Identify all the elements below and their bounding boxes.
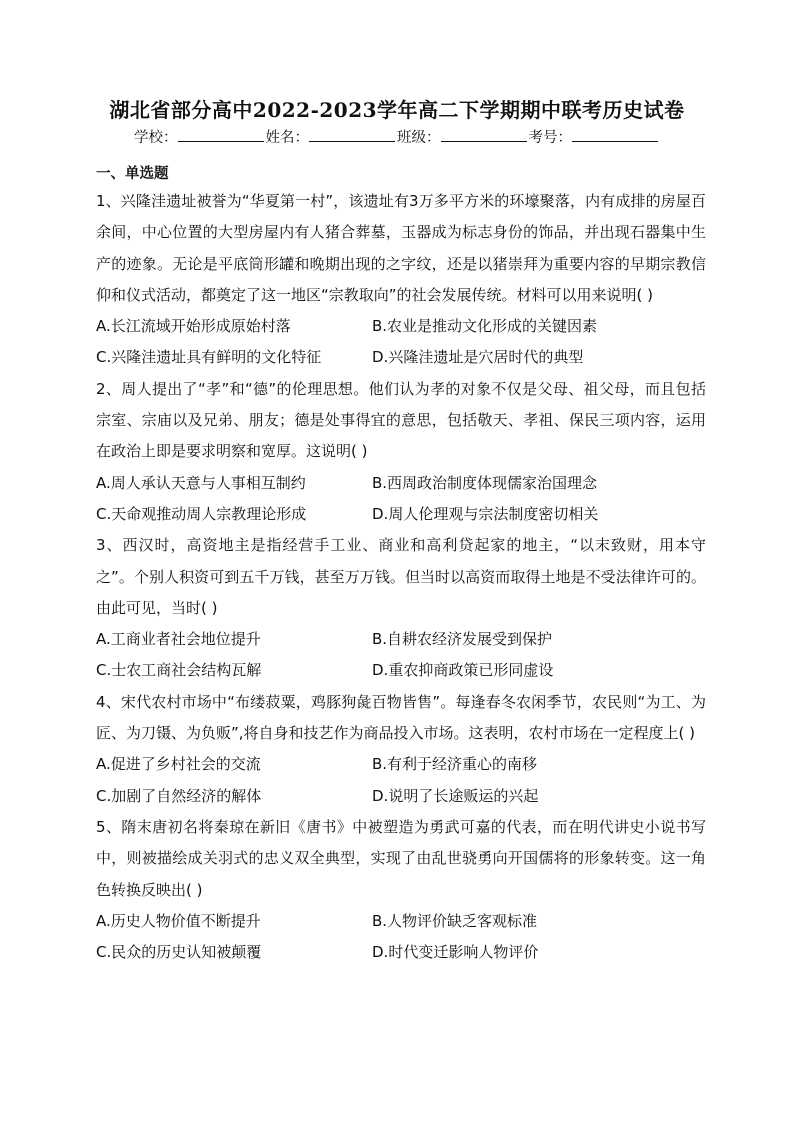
question xyxy=(96,812,706,968)
question xyxy=(96,186,706,374)
option-group xyxy=(96,311,706,374)
name-blank[interactable] xyxy=(309,127,395,142)
question-stem: 1、兴隆洼遗址被誉为“华夏第一村”，该遗址有3万多平方米的环壕聚落，内有成排的房屋百余间，中心位置的大型房屋内有人猪合葬墓，玉器成为标志身份的饰品，并出现石器集中生产的迹象。无论是平底筒形罐和晚期出现的之字纹，还是以猪崇拜为重要内容的早期宗教信仰和仪式活动，都奠定了这一地区“宗教取向”的社会发展传统。材料可以用来说明( ) xyxy=(96,192,706,304)
option-d[interactable]: D.重农抑商政策已形同虚设 xyxy=(372,661,554,680)
school-field xyxy=(134,126,266,147)
option-b[interactable]: B.有利于经济重心的南移 xyxy=(372,755,538,774)
page-title: 湖北省部分高中2022-2023学年高二下学期期中联考历史试卷 xyxy=(109,98,685,122)
option-b[interactable]: B.人物评价缺乏客观标准 xyxy=(372,911,538,930)
option-d[interactable]: D.时代变迁影响人物评价 xyxy=(372,943,539,962)
question-list xyxy=(96,186,706,968)
option-a[interactable]: A.工商业者社会地位提升 xyxy=(96,630,261,649)
class-blank[interactable] xyxy=(441,127,527,142)
class-field xyxy=(397,126,529,147)
exam-no-field xyxy=(529,126,661,147)
exam-no-blank[interactable] xyxy=(572,127,658,142)
option-c[interactable]: C.士农工商社会结构瓦解 xyxy=(96,661,262,680)
question xyxy=(96,374,706,530)
option-c[interactable]: C.加剧了自然经济的解体 xyxy=(96,786,262,805)
option-a[interactable]: A.历史人物价值不断提升 xyxy=(96,911,261,930)
question xyxy=(96,530,706,686)
option-d[interactable]: D.周人伦理观与宗法制度密切相关 xyxy=(372,504,599,523)
question-stem: 2、周人提出了“孝”和“德”的伦理思想。他们认为孝的对象不仅是父母、祖父母，而且包括宗室、宗庙以及兄弟、朋友；德是处事得宜的意思，包括敬天、孝祖、保民三项内容，运用在政治上即是要求明察和宽厚。这说明( ) xyxy=(96,379,706,461)
student-info-row xyxy=(0,126,794,147)
option-d[interactable]: D.兴隆洼遗址是穴居时代的典型 xyxy=(372,348,584,367)
section-heading: 一、单选题 xyxy=(96,166,169,182)
option-b[interactable]: B.农业是推动文化形成的关键因素 xyxy=(372,317,598,336)
option-group xyxy=(96,624,706,687)
option-group xyxy=(96,906,706,969)
question-stem: 3、西汉时，高资地主是指经营手工业、商业和高利贷起家的地主，“以末致财，用本守之”。个别人积资可到五千万钱，甚至万万钱。但当时以高资而取得土地是不受法律许可的。由此可见，当时( ) xyxy=(96,536,706,617)
option-c[interactable]: C.民众的历史认知被颠覆 xyxy=(96,943,262,962)
question xyxy=(96,687,706,812)
option-c[interactable]: C.天命观推动周人宗教理论形成 xyxy=(96,504,307,523)
name-label: 姓名： xyxy=(265,130,309,146)
option-group xyxy=(96,749,706,812)
name-field xyxy=(266,126,398,147)
exam-no-label: 考号： xyxy=(528,130,572,146)
option-b[interactable]: B.自耕农经济发展受到保护 xyxy=(372,630,553,649)
school-blank[interactable] xyxy=(178,127,264,142)
school-label: 学校： xyxy=(134,130,178,146)
option-b[interactable]: B.西周政治制度体现儒家治国理念 xyxy=(372,473,598,492)
option-a[interactable]: A.促进了乡村社会的交流 xyxy=(96,755,261,774)
option-d[interactable]: D.说明了长途贩运的兴起 xyxy=(372,786,539,805)
option-c[interactable]: C.兴隆洼遗址具有鲜明的文化特征 xyxy=(96,348,322,367)
class-label: 班级： xyxy=(397,130,441,146)
option-a[interactable]: A.长江流域开始形成原始村落 xyxy=(96,317,291,336)
question-stem: 5、隋末唐初名将秦琼在新旧《唐书》中被塑造为勇武可嘉的代表，而在明代讲史小说书写中，则被描绘成关羽式的忠义双全典型，实现了由乱世骁勇向开国儒将的形象转变。这一角色转换反映出( ) xyxy=(96,817,706,899)
question-stem: 4、宋代农村市场中“布缕菽粟，鸡豚狗彘百物皆售”。每逢春冬农闲季节，农民则“为工、为匠、为刀镊、为负贩”,将自身和技艺作为商品投入市场。这表明，农村市场在一定程度上( ) xyxy=(96,692,706,743)
option-a[interactable]: A.周人承认天意与人事相互制约 xyxy=(96,473,306,492)
option-group xyxy=(96,468,706,531)
